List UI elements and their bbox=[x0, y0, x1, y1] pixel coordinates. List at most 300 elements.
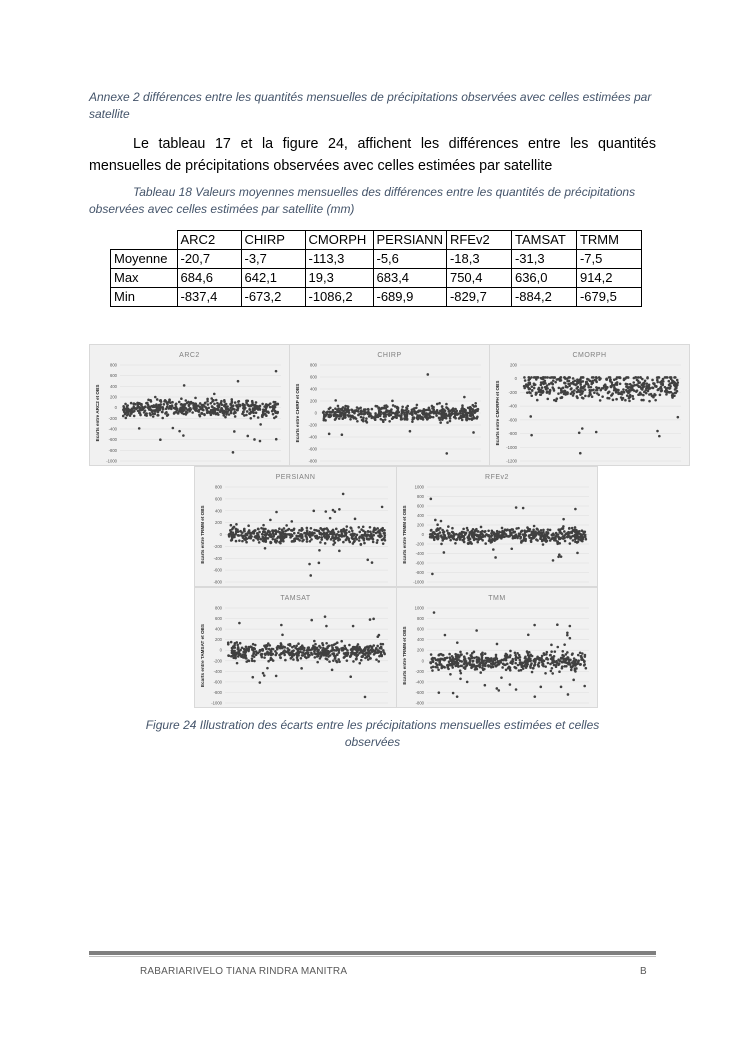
data-point bbox=[458, 417, 461, 420]
chart-svg bbox=[195, 588, 396, 707]
data-point bbox=[672, 380, 675, 383]
y-tick-label: -200 bbox=[415, 668, 424, 674]
data-point bbox=[377, 660, 380, 663]
data-point bbox=[561, 667, 564, 670]
data-point bbox=[540, 377, 543, 380]
data-point bbox=[611, 381, 614, 384]
data-point bbox=[261, 403, 264, 406]
data-point bbox=[616, 376, 619, 379]
data-point bbox=[551, 382, 554, 385]
data-point bbox=[539, 686, 542, 689]
data-point bbox=[216, 412, 219, 415]
data-point bbox=[332, 533, 335, 536]
data-point bbox=[293, 532, 296, 535]
data-point bbox=[574, 533, 577, 536]
data-point bbox=[419, 410, 422, 413]
data-point bbox=[324, 615, 327, 618]
y-tick-label: -800 bbox=[213, 579, 222, 585]
data-point bbox=[551, 537, 554, 540]
data-point bbox=[459, 677, 462, 680]
data-point bbox=[378, 413, 381, 416]
data-point bbox=[354, 518, 357, 521]
data-point bbox=[355, 658, 358, 661]
data-point bbox=[566, 634, 569, 637]
data-point bbox=[303, 649, 306, 652]
data-point bbox=[460, 533, 463, 536]
data-point bbox=[261, 533, 264, 536]
data-point bbox=[441, 405, 444, 408]
table-row bbox=[111, 250, 642, 269]
data-point bbox=[171, 405, 174, 408]
data-point bbox=[310, 619, 313, 622]
data-point bbox=[341, 433, 344, 436]
data-point bbox=[457, 662, 460, 665]
data-point bbox=[546, 390, 549, 393]
data-point bbox=[123, 410, 126, 413]
data-point bbox=[496, 530, 499, 533]
data-point bbox=[585, 538, 588, 541]
data-point bbox=[144, 405, 147, 408]
data-point bbox=[249, 417, 252, 420]
data-point bbox=[430, 653, 433, 656]
data-point bbox=[460, 672, 463, 675]
data-point bbox=[472, 431, 475, 434]
y-tick-label: 800 bbox=[215, 484, 222, 490]
data-point bbox=[159, 399, 162, 402]
data-point bbox=[659, 394, 662, 397]
data-point bbox=[171, 401, 174, 404]
paragraph-text: Le tableau 17 et la figure 24, affichent les différences entre les quantités mensuelles de précipitations observées avec celles estimées par satellite bbox=[89, 136, 656, 174]
data-point bbox=[428, 409, 431, 412]
data-point bbox=[525, 385, 528, 388]
data-point bbox=[543, 652, 546, 655]
data-point bbox=[326, 528, 329, 531]
data-point bbox=[566, 380, 569, 383]
y-tick-label: -1000 bbox=[106, 458, 117, 464]
data-point bbox=[657, 388, 660, 391]
data-point bbox=[335, 528, 338, 531]
data-point bbox=[343, 412, 346, 415]
data-point bbox=[273, 406, 276, 409]
data-point bbox=[343, 531, 346, 534]
data-point bbox=[500, 676, 503, 679]
data-point bbox=[323, 413, 326, 416]
data-point bbox=[347, 405, 350, 408]
data-point bbox=[672, 395, 675, 398]
data-point bbox=[221, 408, 224, 411]
data-point bbox=[251, 676, 254, 679]
data-point bbox=[593, 391, 596, 394]
data-point bbox=[365, 411, 368, 414]
table-cell: -3,7 bbox=[241, 250, 305, 269]
data-point bbox=[307, 654, 310, 657]
data-point bbox=[526, 526, 529, 529]
data-point bbox=[318, 652, 321, 655]
data-point bbox=[285, 534, 288, 537]
data-point bbox=[494, 556, 497, 559]
data-point bbox=[547, 662, 550, 665]
data-point bbox=[206, 412, 209, 415]
data-point bbox=[485, 657, 488, 660]
data-point bbox=[456, 655, 459, 658]
data-point bbox=[234, 656, 237, 659]
data-point bbox=[338, 550, 341, 553]
data-point bbox=[355, 417, 358, 420]
data-point bbox=[451, 527, 454, 530]
data-point bbox=[452, 407, 455, 410]
data-point bbox=[566, 632, 569, 635]
data-point bbox=[590, 389, 593, 392]
table-header-cell: TAMSAT bbox=[511, 231, 576, 250]
data-point bbox=[326, 413, 329, 416]
data-point bbox=[291, 540, 294, 543]
data-point bbox=[625, 385, 628, 388]
y-tick-label: 200 bbox=[310, 398, 317, 404]
data-point bbox=[382, 542, 385, 545]
data-point bbox=[585, 381, 588, 384]
data-point bbox=[300, 667, 303, 670]
data-point bbox=[655, 385, 658, 388]
data-point bbox=[549, 376, 552, 379]
data-point bbox=[318, 562, 321, 565]
data-point bbox=[440, 413, 443, 416]
data-point bbox=[484, 684, 487, 687]
data-point bbox=[577, 654, 580, 657]
data-point bbox=[567, 661, 570, 664]
data-point bbox=[265, 644, 268, 647]
data-point bbox=[453, 534, 456, 537]
data-point bbox=[178, 401, 181, 404]
data-point bbox=[284, 530, 287, 533]
data-point bbox=[477, 658, 480, 661]
data-point bbox=[363, 650, 366, 653]
data-point bbox=[342, 493, 345, 496]
data-point bbox=[290, 657, 293, 660]
data-point bbox=[659, 386, 662, 389]
data-point bbox=[551, 659, 554, 662]
data-point bbox=[159, 403, 162, 406]
data-point bbox=[235, 653, 238, 656]
table-cell: -1086,2 bbox=[305, 288, 373, 307]
table-header-cell: PERSIANN bbox=[373, 231, 446, 250]
y-tick-label: 400 bbox=[417, 637, 424, 643]
data-point bbox=[212, 412, 215, 415]
data-point bbox=[495, 654, 498, 657]
data-point bbox=[376, 645, 379, 648]
data-point bbox=[356, 534, 359, 537]
data-point bbox=[510, 534, 513, 537]
data-point bbox=[632, 381, 635, 384]
data-point bbox=[297, 535, 300, 538]
data-point bbox=[365, 420, 368, 423]
data-point bbox=[529, 659, 532, 662]
data-point bbox=[613, 378, 616, 381]
data-point bbox=[470, 667, 473, 670]
data-point bbox=[368, 534, 371, 537]
data-point bbox=[432, 410, 435, 413]
data-point bbox=[449, 417, 452, 420]
data-point bbox=[554, 381, 557, 384]
data-point bbox=[549, 529, 552, 532]
data-point bbox=[373, 653, 376, 656]
data-point bbox=[471, 404, 474, 407]
data-point bbox=[558, 542, 561, 545]
data-point bbox=[441, 658, 444, 661]
data-point bbox=[310, 652, 313, 655]
data-point bbox=[534, 663, 537, 666]
data-point bbox=[351, 415, 354, 418]
data-point bbox=[147, 406, 150, 409]
data-point bbox=[390, 408, 393, 411]
y-tick-label: 400 bbox=[110, 383, 117, 389]
data-point bbox=[466, 529, 469, 532]
data-point bbox=[336, 533, 339, 536]
y-tick-label: 600 bbox=[310, 374, 317, 380]
figure-caption: Figure 24 Illustration des écarts entre les précipitations mensuelles estimées et celles observées bbox=[145, 718, 600, 749]
data-point bbox=[490, 540, 493, 543]
data-point bbox=[530, 394, 533, 397]
data-point bbox=[261, 414, 264, 417]
data-point bbox=[388, 413, 391, 416]
data-point bbox=[291, 535, 294, 538]
y-tick-label: -400 bbox=[308, 434, 317, 440]
data-point bbox=[550, 644, 553, 647]
data-point bbox=[302, 651, 305, 654]
data-point bbox=[432, 416, 435, 419]
data-point bbox=[375, 647, 378, 650]
data-point bbox=[527, 634, 530, 637]
table-cell: -18,3 bbox=[446, 250, 511, 269]
y-tick-label: 600 bbox=[215, 496, 222, 502]
y-tick-label: 0 bbox=[421, 658, 424, 664]
y-tick-label: 200 bbox=[215, 637, 222, 643]
data-point bbox=[553, 376, 556, 379]
data-point bbox=[233, 646, 236, 649]
data-point bbox=[297, 642, 300, 645]
data-point bbox=[583, 385, 586, 388]
data-point bbox=[497, 535, 500, 538]
chart-svg bbox=[490, 345, 689, 465]
data-point bbox=[257, 408, 260, 411]
data-point bbox=[313, 649, 316, 652]
data-point bbox=[237, 647, 240, 650]
data-point bbox=[440, 663, 443, 666]
data-point bbox=[476, 541, 479, 544]
data-point bbox=[168, 398, 171, 401]
chart-persiann bbox=[194, 466, 397, 587]
data-point bbox=[431, 407, 434, 410]
data-point bbox=[472, 417, 475, 420]
data-point bbox=[241, 534, 244, 537]
data-point bbox=[319, 657, 322, 660]
data-point bbox=[310, 527, 313, 530]
data-point bbox=[529, 666, 532, 669]
data-point bbox=[565, 665, 568, 668]
data-point bbox=[470, 532, 473, 535]
data-point bbox=[136, 404, 139, 407]
data-point bbox=[344, 645, 347, 648]
y-tick-label: -600 bbox=[213, 567, 222, 573]
data-point bbox=[290, 520, 293, 523]
data-point bbox=[359, 535, 362, 538]
data-point bbox=[558, 531, 561, 534]
data-point bbox=[293, 653, 296, 656]
data-point bbox=[517, 664, 520, 667]
data-point bbox=[473, 534, 476, 537]
data-point bbox=[335, 414, 338, 417]
data-point bbox=[139, 412, 142, 415]
data-point bbox=[301, 540, 304, 543]
data-point bbox=[500, 537, 503, 540]
data-point bbox=[551, 672, 554, 675]
data-point bbox=[599, 399, 602, 402]
data-point bbox=[257, 416, 260, 419]
data-point bbox=[185, 411, 188, 414]
data-point bbox=[154, 410, 157, 413]
data-point bbox=[514, 530, 517, 533]
data-point bbox=[243, 530, 246, 533]
data-point bbox=[262, 524, 265, 527]
data-point bbox=[454, 665, 457, 668]
footer-author: RABARIARIVELO TIANA RINDRA MANITRA bbox=[140, 966, 348, 977]
data-point bbox=[379, 408, 382, 411]
data-point bbox=[280, 534, 283, 537]
data-point bbox=[337, 658, 340, 661]
data-point bbox=[562, 387, 565, 390]
data-point bbox=[284, 659, 287, 662]
data-point bbox=[555, 532, 558, 535]
data-point bbox=[330, 415, 333, 418]
data-point bbox=[230, 655, 233, 658]
data-point bbox=[667, 380, 670, 383]
data-point bbox=[516, 652, 519, 655]
data-point bbox=[525, 530, 528, 533]
data-point bbox=[364, 532, 367, 535]
data-point bbox=[564, 540, 567, 543]
data-point bbox=[409, 430, 412, 433]
data-point bbox=[442, 408, 445, 411]
data-point bbox=[449, 539, 452, 542]
data-point bbox=[544, 380, 547, 383]
data-point bbox=[385, 407, 388, 410]
data-point bbox=[608, 391, 611, 394]
data-point bbox=[180, 403, 183, 406]
y-tick-label: 600 bbox=[417, 626, 424, 632]
data-point bbox=[328, 660, 331, 663]
data-point bbox=[558, 387, 561, 390]
data-point bbox=[623, 379, 626, 382]
data-point bbox=[528, 391, 531, 394]
data-point bbox=[535, 378, 538, 381]
data-point bbox=[572, 664, 575, 667]
data-point bbox=[301, 536, 304, 539]
data-point bbox=[413, 407, 416, 410]
data-point bbox=[330, 644, 333, 647]
data-point bbox=[159, 438, 162, 441]
data-point bbox=[313, 532, 316, 535]
y-tick-label: -600 bbox=[508, 417, 517, 423]
data-point bbox=[524, 379, 527, 382]
y-tick-label: 600 bbox=[215, 616, 222, 622]
data-point bbox=[611, 394, 614, 397]
data-point bbox=[265, 533, 268, 536]
data-point bbox=[609, 378, 612, 381]
data-point bbox=[368, 538, 371, 541]
data-point bbox=[157, 414, 160, 417]
data-point bbox=[291, 650, 294, 653]
data-point bbox=[282, 650, 285, 653]
data-point bbox=[401, 405, 404, 408]
data-point bbox=[476, 417, 479, 420]
data-point bbox=[183, 384, 186, 387]
data-point bbox=[321, 649, 324, 652]
data-point bbox=[369, 618, 372, 621]
data-point bbox=[269, 542, 272, 545]
data-point bbox=[152, 415, 155, 418]
data-point bbox=[186, 402, 189, 405]
data-point bbox=[661, 380, 664, 383]
data-point bbox=[369, 526, 372, 529]
data-point bbox=[493, 657, 496, 660]
data-point bbox=[248, 530, 251, 533]
data-point bbox=[122, 415, 125, 418]
data-point bbox=[372, 541, 375, 544]
data-point bbox=[297, 650, 300, 653]
y-tick-label: 0 bbox=[219, 647, 222, 653]
data-point bbox=[347, 410, 350, 413]
data-point bbox=[234, 415, 237, 418]
data-point bbox=[302, 654, 305, 657]
data-point bbox=[291, 646, 294, 649]
data-point bbox=[574, 526, 577, 529]
data-point bbox=[144, 414, 147, 417]
data-point bbox=[332, 659, 335, 662]
data-point bbox=[563, 382, 566, 385]
data-point bbox=[339, 413, 342, 416]
data-point bbox=[477, 530, 480, 533]
y-tick-label: 0 bbox=[114, 405, 117, 411]
data-point bbox=[503, 532, 506, 535]
data-point bbox=[637, 393, 640, 396]
data-point bbox=[357, 414, 360, 417]
data-point bbox=[461, 531, 464, 534]
data-point bbox=[253, 647, 256, 650]
data-point bbox=[127, 413, 130, 416]
data-point bbox=[338, 660, 341, 663]
data-point bbox=[349, 418, 352, 421]
data-point bbox=[246, 435, 249, 438]
data-point bbox=[219, 410, 222, 413]
y-tick-label: -200 bbox=[308, 422, 317, 428]
data-point bbox=[359, 648, 362, 651]
data-point bbox=[300, 529, 303, 532]
data-point bbox=[476, 538, 479, 541]
data-point bbox=[263, 656, 266, 659]
data-point bbox=[149, 414, 152, 417]
data-point bbox=[460, 415, 463, 418]
data-point bbox=[468, 657, 471, 660]
data-point bbox=[646, 376, 649, 379]
data-point bbox=[378, 655, 381, 658]
data-point bbox=[509, 661, 512, 664]
data-point bbox=[133, 402, 136, 405]
data-point bbox=[553, 655, 556, 658]
chart-title: ARC2 bbox=[179, 352, 200, 359]
data-point bbox=[549, 539, 552, 542]
data-point bbox=[285, 524, 288, 527]
y-tick-label: -400 bbox=[415, 551, 424, 556]
data-point bbox=[604, 386, 607, 389]
